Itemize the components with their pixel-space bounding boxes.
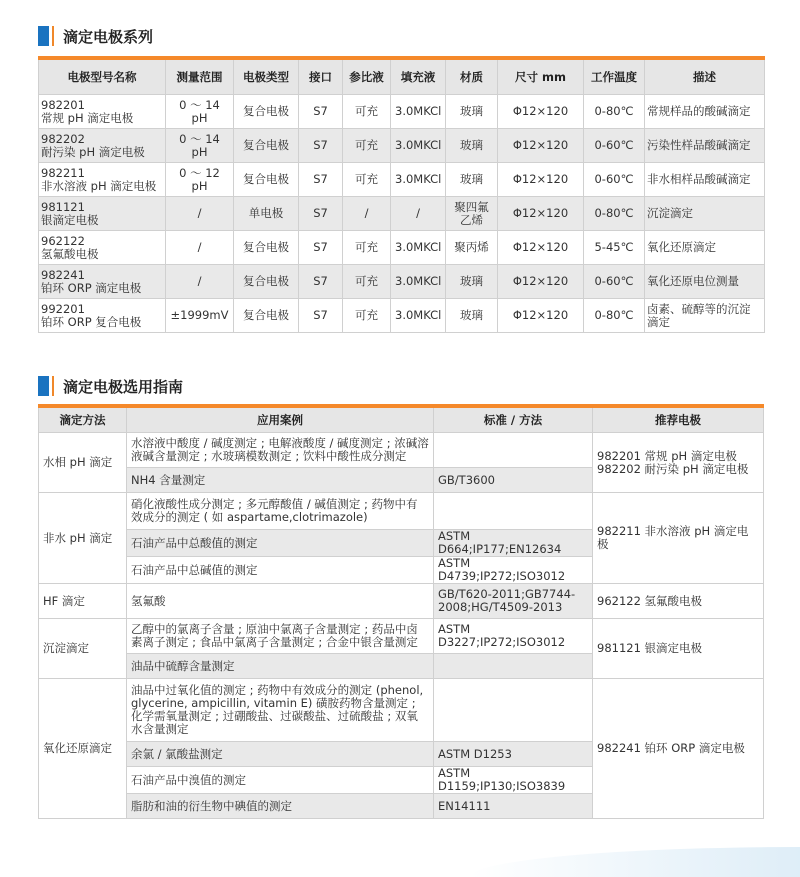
application-cell: 乙醇中的氯离子含量 ; 原油中氯离子含量测定 ; 药品中卤素离子测定 ; 食品中氯离子含量测定 ; 合金中银含量测定	[127, 619, 434, 654]
table-row	[39, 619, 764, 654]
table-cell: 0 ～ 14 pH	[166, 129, 234, 163]
table-cell: 沉淀滴定	[645, 197, 765, 231]
standard-cell	[434, 654, 593, 679]
table-cell: 0-80℃	[584, 197, 645, 231]
table-cell: 玻璃	[446, 163, 498, 197]
table-cell: Φ12×120	[498, 129, 584, 163]
application-cell: 石油产品中溴值的测定	[127, 767, 434, 794]
table-cell: 981121 银滴定电极	[39, 197, 166, 231]
column-header: 标准 / 方法	[434, 406, 593, 433]
table-cell: 可充	[343, 265, 391, 299]
table-cell: S7	[299, 129, 343, 163]
table-cell: /	[166, 231, 234, 265]
title-marker-icon	[38, 26, 49, 46]
table-row	[39, 163, 765, 197]
table-row	[39, 299, 765, 333]
table-cell: 卤素、硫醇等的沉淀滴定	[645, 299, 765, 333]
selection-guide-table	[38, 404, 764, 819]
standard-cell: ASTM D1253	[434, 742, 593, 767]
table-cell: 0 ～ 12 pH	[166, 163, 234, 197]
table-cell: 可充	[343, 299, 391, 333]
section-title-selection-guide	[38, 375, 183, 397]
table-cell: 3.0MKCl	[391, 95, 446, 129]
column-header: 滴定方法	[39, 406, 127, 433]
table-cell: 可充	[343, 129, 391, 163]
standard-cell	[434, 493, 593, 530]
table-cell: 3.0MKCl	[391, 299, 446, 333]
application-cell: 脂肪和油的衍生物中碘值的测定	[127, 794, 434, 819]
table-cell: 复合电极	[234, 299, 299, 333]
column-header: 推荐电极	[593, 406, 764, 433]
table-cell: 0-60℃	[584, 163, 645, 197]
table-cell: 0-60℃	[584, 265, 645, 299]
table-cell: 可充	[343, 163, 391, 197]
standard-cell: EN14111	[434, 794, 593, 819]
table-cell: S7	[299, 95, 343, 129]
table-cell: 污染性样品酸碱滴定	[645, 129, 765, 163]
title-marker-bar	[52, 26, 54, 46]
column-header: 参比液	[343, 58, 391, 95]
table-cell: 常规样品的酸碱滴定	[645, 95, 765, 129]
table-row	[39, 584, 764, 619]
table-cell: S7	[299, 265, 343, 299]
standard-cell: ASTM D1159;IP130;ISO3839	[434, 767, 593, 794]
standard-cell: ASTM D664;IP177;EN12634	[434, 530, 593, 557]
table-cell: S7	[299, 197, 343, 231]
table-cell: 3.0MKCl	[391, 231, 446, 265]
table-cell: ±1999mV	[166, 299, 234, 333]
table-row	[39, 129, 765, 163]
recommended-electrode-cell: 981121 银滴定电极	[593, 619, 764, 679]
standard-cell: GB/T620-2011;GB7744-2008;HG/T4509-2013	[434, 584, 593, 619]
table-cell: S7	[299, 163, 343, 197]
table-cell: 0 ～ 14 pH	[166, 95, 234, 129]
method-cell: 水相 pH 滴定	[39, 433, 127, 493]
table-cell: 0-80℃	[584, 299, 645, 333]
table-cell: 982211 非水溶液 pH 滴定电极	[39, 163, 166, 197]
table-cell: 3.0MKCl	[391, 163, 446, 197]
table-row	[39, 231, 765, 265]
application-cell: 石油产品中总碱值的测定	[127, 557, 434, 584]
table-cell: 玻璃	[446, 95, 498, 129]
title-marker-bar	[52, 376, 54, 396]
table-cell: /	[343, 197, 391, 231]
column-header: 填充液	[391, 58, 446, 95]
table-cell: 0-60℃	[584, 129, 645, 163]
column-header: 工作温度	[584, 58, 645, 95]
table-row	[39, 95, 765, 129]
table-cell: 复合电极	[234, 95, 299, 129]
standard-cell: ASTM D3227;IP272;ISO3012	[434, 619, 593, 654]
column-header: 应用案例	[127, 406, 434, 433]
table-cell: S7	[299, 299, 343, 333]
table-cell: Φ12×120	[498, 163, 584, 197]
method-cell: HF 滴定	[39, 584, 127, 619]
standard-cell: ASTM D4739;IP272;ISO3012	[434, 557, 593, 584]
table-cell: 982241 铂环 ORP 滴定电极	[39, 265, 166, 299]
column-header: 尺寸 mm	[498, 58, 584, 95]
recommended-electrode-cell: 982241 铂环 ORP 滴定电极	[593, 679, 764, 819]
standard-cell: GB/T3600	[434, 468, 593, 493]
table-cell: 玻璃	[446, 129, 498, 163]
table-row	[39, 679, 764, 742]
table-cell: 复合电极	[234, 163, 299, 197]
table-cell: 聚丙烯	[446, 231, 498, 265]
table-cell: 复合电极	[234, 265, 299, 299]
table-cell: /	[391, 197, 446, 231]
table-cell: 5-45℃	[584, 231, 645, 265]
table-cell: 玻璃	[446, 299, 498, 333]
column-header: 电极型号名称	[39, 58, 166, 95]
table-cell: Φ12×120	[498, 299, 584, 333]
application-cell: 石油产品中总酸值的测定	[127, 530, 434, 557]
table-row	[39, 493, 764, 530]
table-cell: 962122 氢氟酸电极	[39, 231, 166, 265]
table-cell: 复合电极	[234, 231, 299, 265]
method-cell: 非水 pH 滴定	[39, 493, 127, 584]
application-cell: 余氯 / 氯酸盐测定	[127, 742, 434, 767]
table-cell: 非水相样品酸碱滴定	[645, 163, 765, 197]
column-header: 测量范围	[166, 58, 234, 95]
column-header: 描述	[645, 58, 765, 95]
table-cell: 可充	[343, 95, 391, 129]
decorative-water-wave	[470, 847, 800, 877]
column-header: 电极类型	[234, 58, 299, 95]
standard-cell	[434, 679, 593, 742]
table-cell: 3.0MKCl	[391, 265, 446, 299]
table-cell: 氧化还原电位测量	[645, 265, 765, 299]
table-cell: 982201 常规 pH 滴定电极	[39, 95, 166, 129]
table-cell: 玻璃	[446, 265, 498, 299]
table-cell: Φ12×120	[498, 95, 584, 129]
table-cell: 复合电极	[234, 129, 299, 163]
section-title-text: 滴定电极系列	[63, 27, 154, 46]
table-cell: 982202 耐污染 pH 滴定电极	[39, 129, 166, 163]
table-cell: 聚四氟 乙烯	[446, 197, 498, 231]
standard-cell	[434, 433, 593, 468]
table-cell: 3.0MKCl	[391, 129, 446, 163]
table-row	[39, 433, 764, 468]
table-cell: 单电极	[234, 197, 299, 231]
recommended-electrode-cell: 962122 氢氟酸电极	[593, 584, 764, 619]
table-cell: /	[166, 197, 234, 231]
table-cell: 氧化还原滴定	[645, 231, 765, 265]
application-cell: NH4 含量测定	[127, 468, 434, 493]
application-cell: 水溶液中酸度 / 碱度测定 ; 电解液酸度 / 碱度测定 ; 浓碱溶液碱含量测定 ; 水玻璃模数测定 ; 饮料中酸性成分测定	[127, 433, 434, 468]
table-cell: Φ12×120	[498, 231, 584, 265]
table-cell: /	[166, 265, 234, 299]
table-cell: Φ12×120	[498, 265, 584, 299]
method-cell: 沉淀滴定	[39, 619, 127, 679]
title-marker-icon	[38, 376, 49, 396]
section-title-text: 滴定电极选用指南	[63, 377, 184, 396]
application-cell: 油品中硫醇含量测定	[127, 654, 434, 679]
table-cell: Φ12×120	[498, 197, 584, 231]
application-cell: 硝化液酸性成分测定 ; 多元醇酸值 / 碱值测定 ; 药物中有效成分的测定 ( 如 aspartame,clotrimazole)	[127, 493, 434, 530]
column-header: 接口	[299, 58, 343, 95]
application-cell: 氢氟酸	[127, 584, 434, 619]
table-row	[39, 197, 765, 231]
recommended-electrode-cell: 982201 常规 pH 滴定电极 982202 耐污染 pH 滴定电极	[593, 433, 764, 493]
method-cell: 氧化还原滴定	[39, 679, 127, 819]
table-cell: 可充	[343, 231, 391, 265]
table-cell: 0-80℃	[584, 95, 645, 129]
application-cell: 油品中过氧化值的测定 ; 药物中有效成分的测定 (phenol, glycerine, ampicillin, vitamin E) 磺胺药物含量测定 ; 化学需氧量测定 ; 过硼酸盐、过碳酸盐、过硫酸盐 ; 双氧水含量测定	[127, 679, 434, 742]
recommended-electrode-cell: 982211 非水溶液 pH 滴定电极	[593, 493, 764, 584]
electrode-series-table	[38, 56, 765, 333]
table-cell: 992201 铂环 ORP 复合电极	[39, 299, 166, 333]
table-cell: S7	[299, 231, 343, 265]
section-title-electrode-series	[38, 25, 153, 47]
column-header: 材质	[446, 58, 498, 95]
table-row	[39, 265, 765, 299]
